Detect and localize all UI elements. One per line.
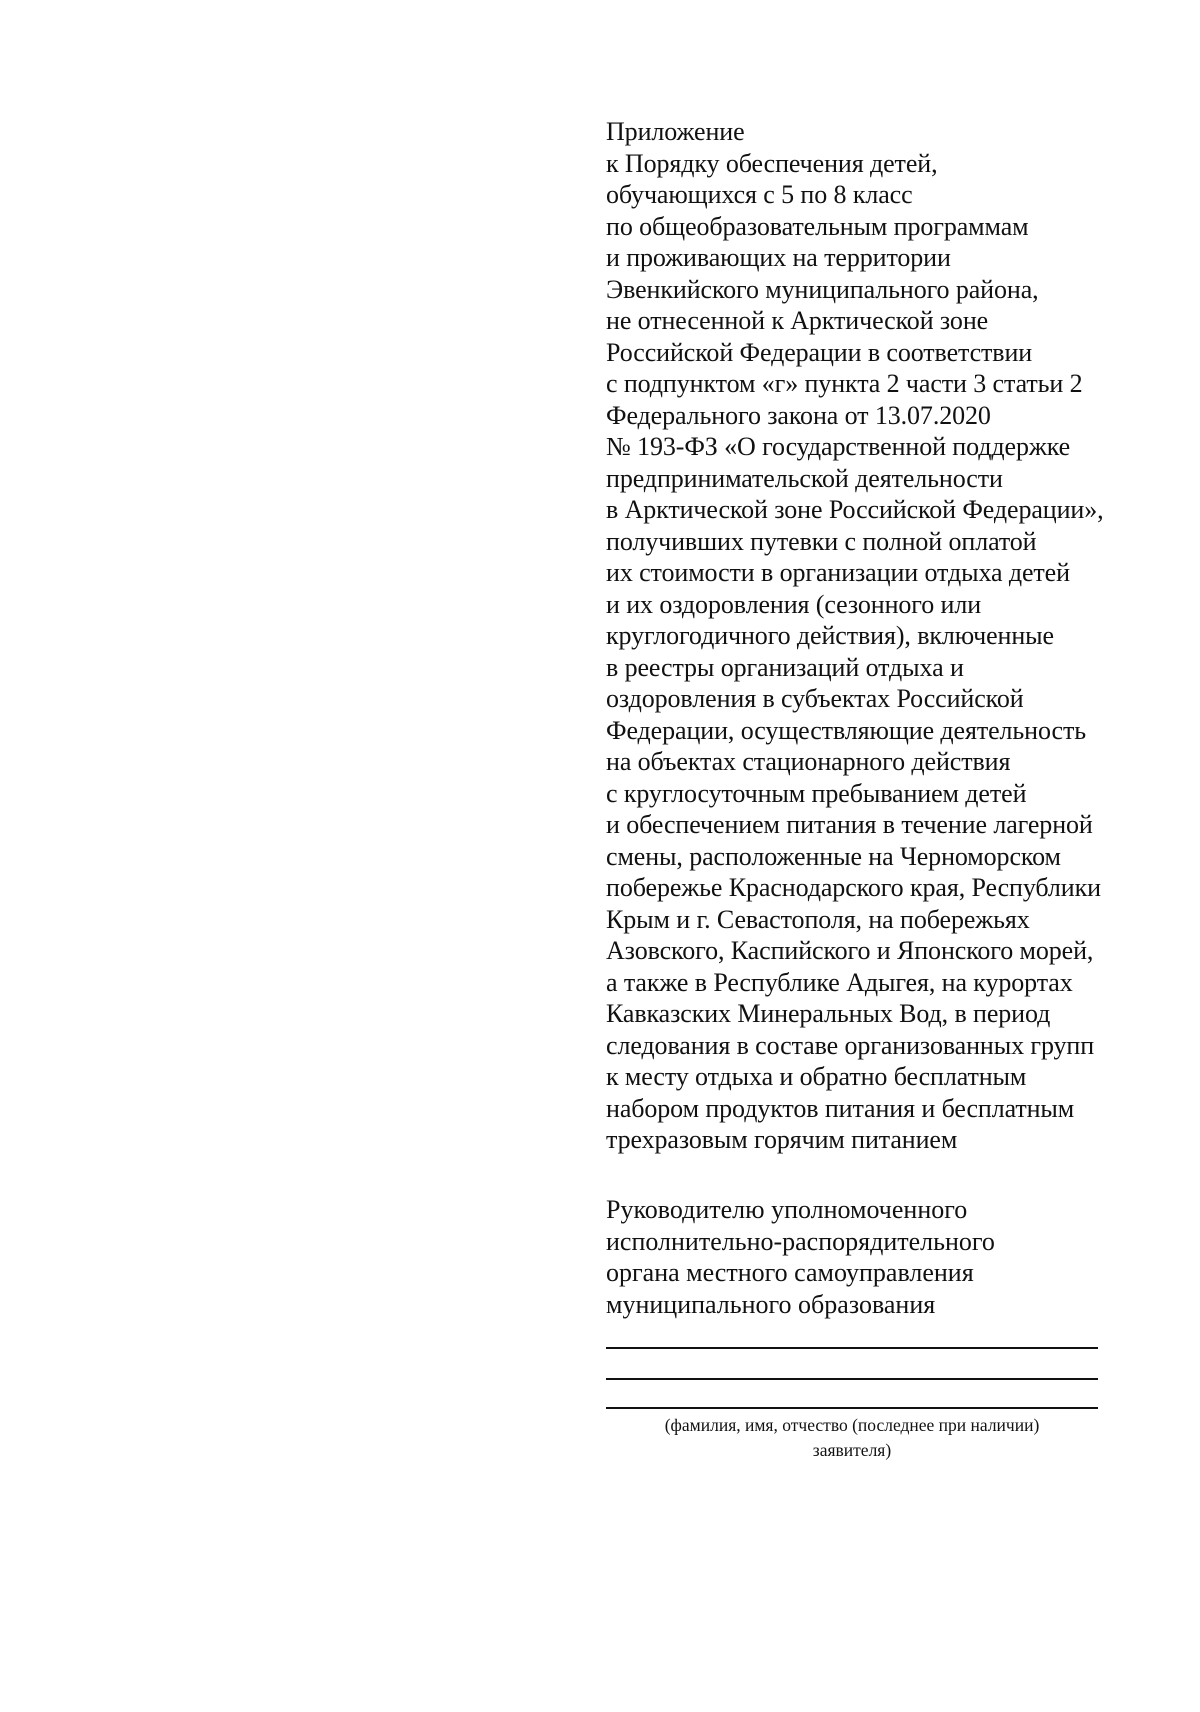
appendix-line: к месту отдыха и обратно бесплатным (606, 1062, 1027, 1091)
addressee-block (606, 1194, 1126, 1320)
appendix-line: и обеспечением питания в течение лагерной (606, 810, 1093, 839)
appendix-line: Кавказских Минеральных Вод, в период (606, 999, 1051, 1028)
appendix-line: с подпунктом «г» пункта 2 части 3 статьи 2 (606, 369, 1083, 398)
addressee-line: исполнительно-распорядительного (606, 1226, 995, 1256)
appendix-line: Российской Федерации в соответствии (606, 337, 1033, 367)
appendix-line: предпринимательской деятельности (606, 463, 1003, 493)
appendix-line: и проживающих на территории (606, 243, 951, 272)
appendix-line: в реестры организаций отдыха и (606, 652, 964, 682)
appendix-line: их стоимости в организации отдыха детей (606, 558, 1070, 587)
appendix-line: получивших путевки с полной оплатой (606, 526, 1037, 556)
appendix-line: побережье Краснодарского края, Республики (606, 873, 1101, 902)
appendix-title: Приложение (606, 117, 745, 146)
caption-line: заявителя) (812, 1440, 892, 1460)
appendix-line: оздоровления в субъектах Российской (606, 684, 1024, 713)
applicant-name-caption (606, 1413, 1098, 1463)
addressee-line: органа местного самоуправления (606, 1258, 974, 1287)
appendix-line: по общеобразовательным программам (606, 211, 1029, 241)
blank-fill-line (606, 1347, 1098, 1349)
addressee-line: Руководителю уполномоченного (606, 1195, 968, 1224)
appendix-line: обучающихся с 5 по 8 класс (606, 180, 913, 209)
appendix-line: набором продуктов питания и бесплатным (606, 1093, 1075, 1123)
addressee-line: муниципального образования (606, 1289, 936, 1319)
appendix-line: и их оздоровления (сезонного или (606, 589, 982, 619)
appendix-line: в Арктической зоне Российской Федерации», (606, 495, 1104, 524)
caption-line: (фамилия, имя, отчество (последнее при наличии) (664, 1415, 1040, 1435)
appendix-line: с круглосуточным пребыванием детей (606, 778, 1027, 808)
appendix-line: Федерации, осуществляющие деятельность (606, 715, 1086, 745)
appendix-line: Эвенкийского муниципального района, (606, 274, 1039, 304)
appendix-line: смены, расположенные на Черноморском (606, 841, 1061, 871)
appendix-line: к Порядку обеспечения детей, (606, 148, 938, 178)
appendix-line: а также в Республике Адыгея, на курортах (606, 967, 1073, 997)
appendix-line: № 193-ФЗ «О государственной поддержке (606, 432, 1071, 461)
appendix-line: не отнесенной к Арктической зоне (606, 306, 989, 335)
blank-fill-line (606, 1378, 1098, 1380)
appendix-line: круглогодичного действия), включенные (606, 621, 1054, 650)
appendix-line: Крым и г. Севастополя, на побережьях (606, 904, 1030, 934)
appendix-line: трехразовым горячим питанием (606, 1125, 958, 1154)
appendix-line: следования в составе организованных групп (606, 1030, 1095, 1060)
appendix-header (606, 116, 1146, 1156)
blank-fill-line (606, 1407, 1098, 1409)
appendix-line: Федерального закона от 13.07.2020 (606, 400, 991, 430)
appendix-line: на объектах стационарного действия (606, 747, 1011, 776)
appendix-line: Азовского, Каспийского и Японского морей, (606, 936, 1094, 965)
